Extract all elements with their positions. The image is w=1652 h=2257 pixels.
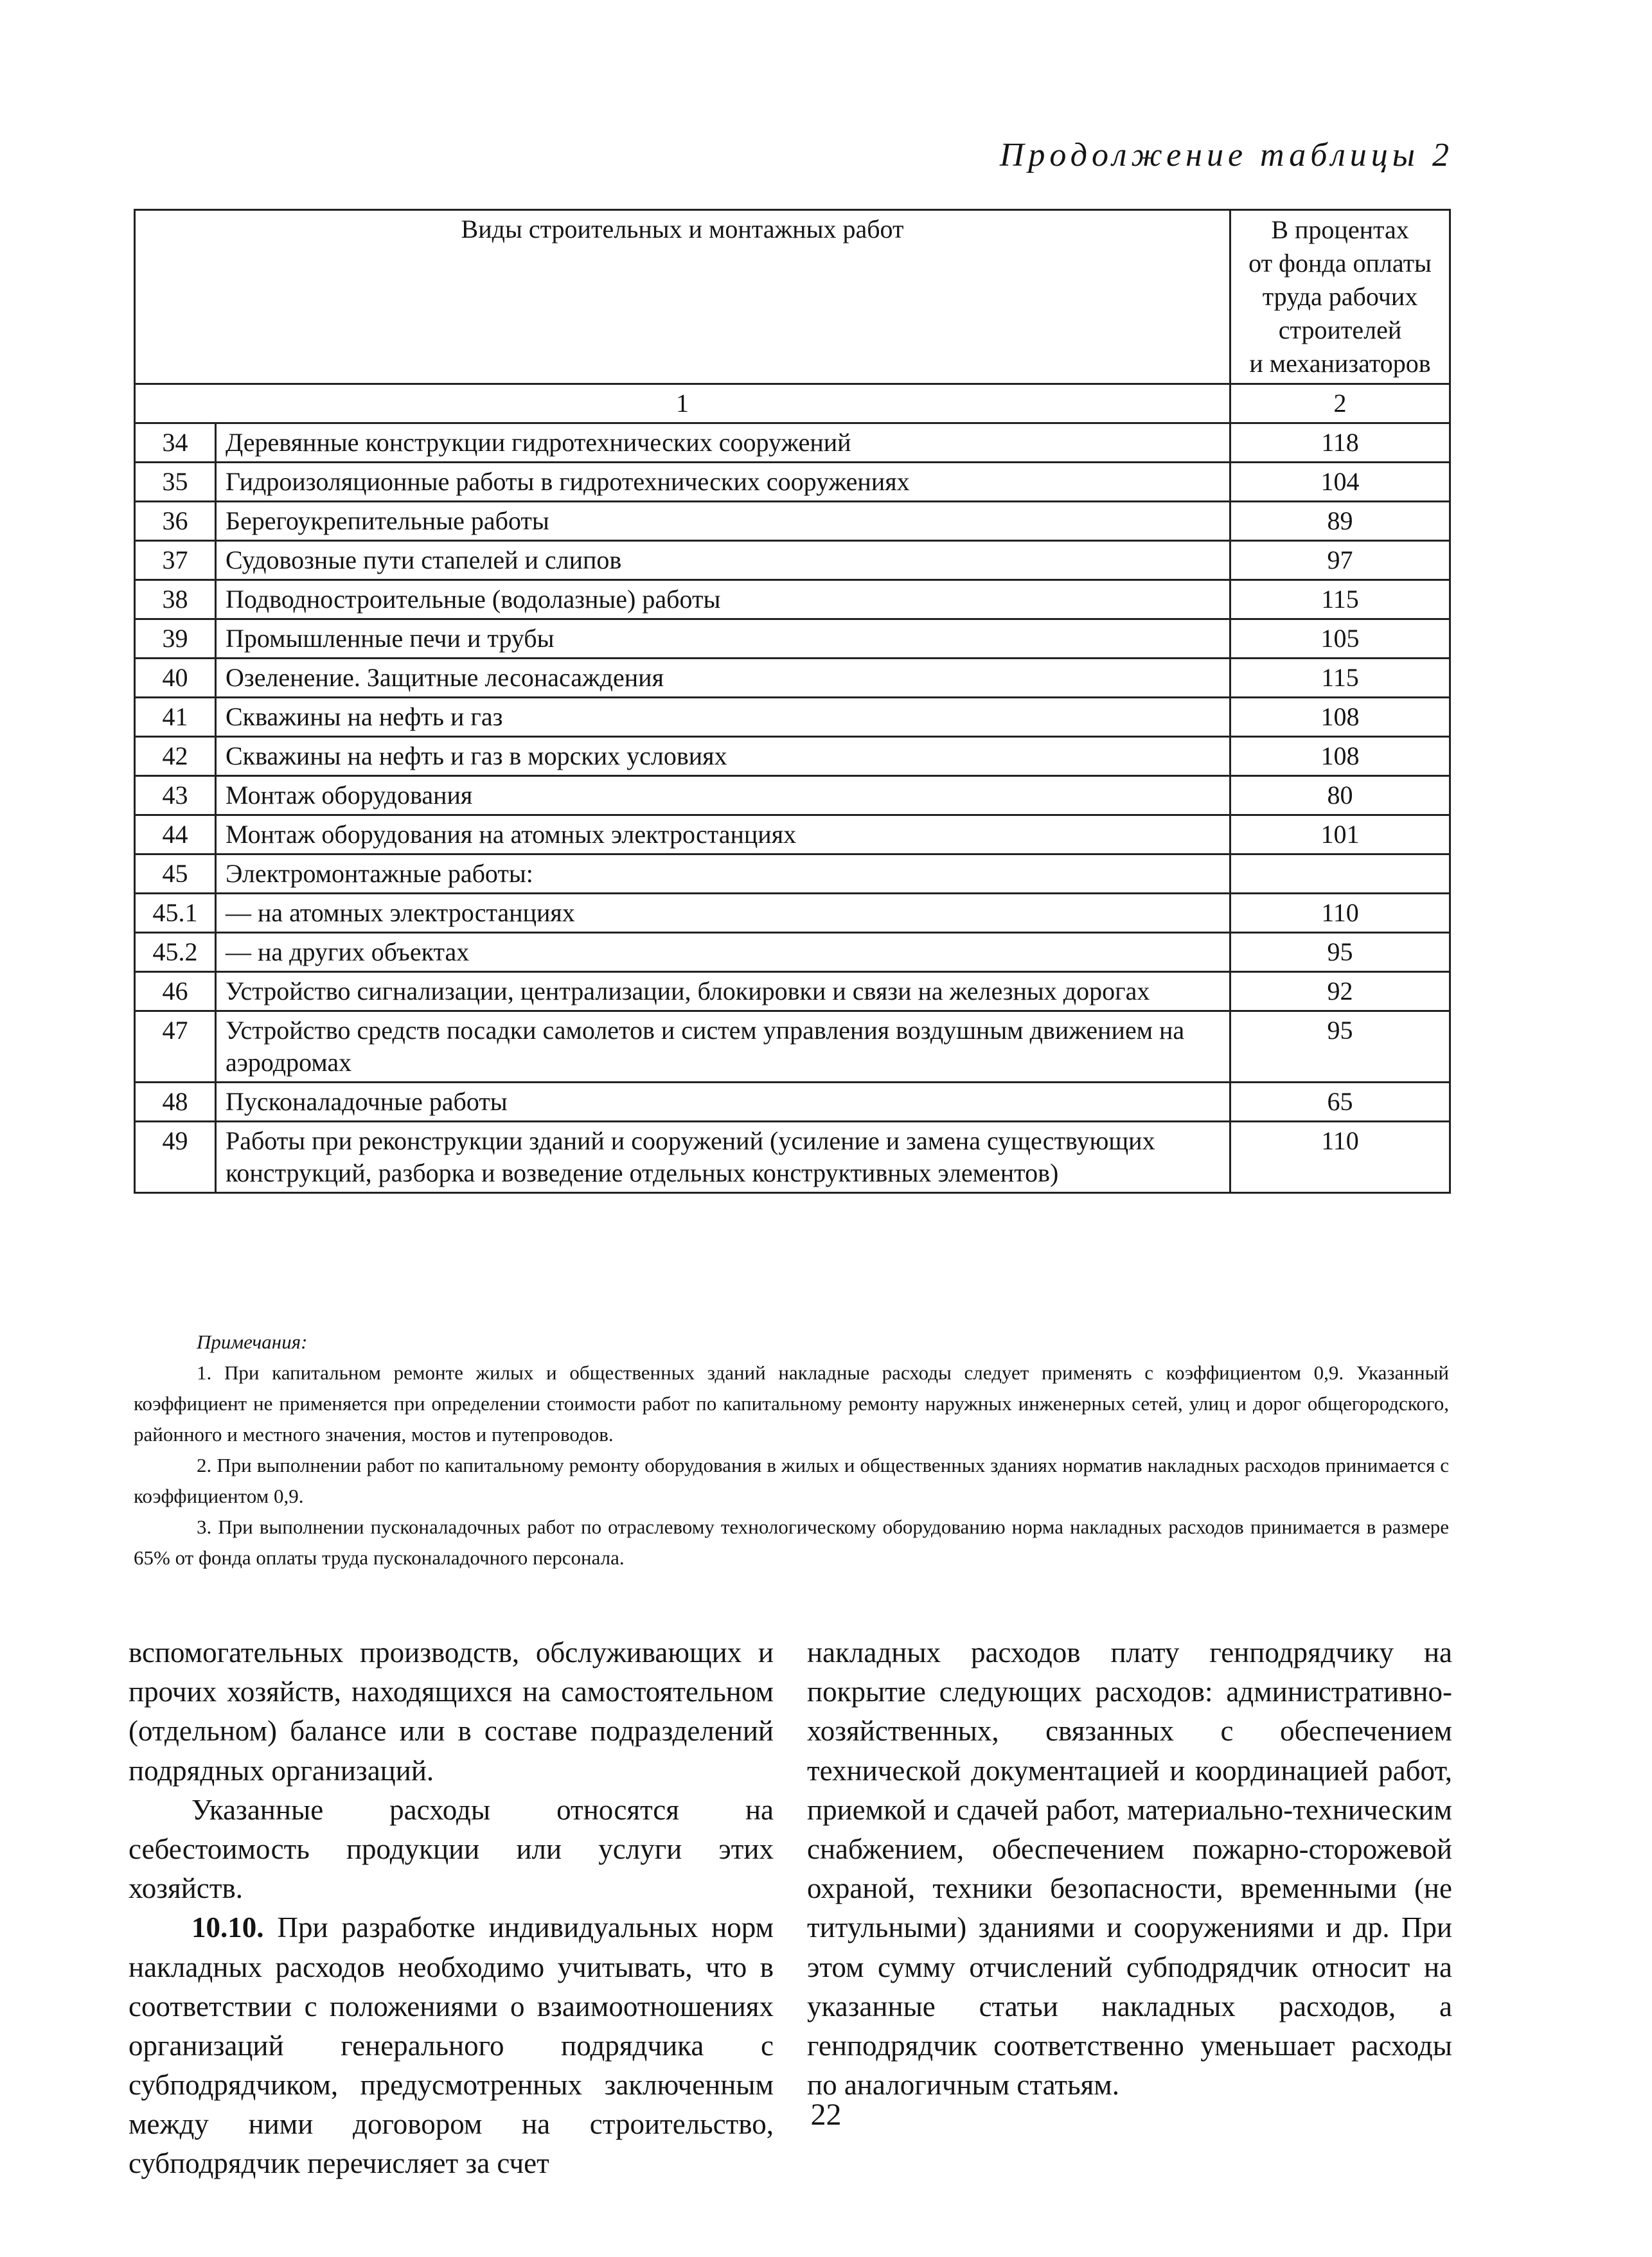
row-number: 37 <box>135 541 216 580</box>
table-row <box>135 698 1450 737</box>
body-paragraph: Указанные расходы относятся на себестоимость продукции или услуги этих хозяйств. <box>129 1793 774 1905</box>
row-percent-value: 101 <box>1230 815 1450 854</box>
row-percent-value: 95 <box>1230 933 1450 972</box>
note-item: 3. При выполнении пусконаладочных работ по отраслевому технологическому оборудованию норма накладных расходов принимается в размере 65% от фонда оплаты труда пусконаладочного персонала. <box>134 1516 1449 1570</box>
table-row <box>135 423 1450 463</box>
row-work-type: Устройство сигнализации, централизации, блокировки и связи на железных дорогах <box>216 972 1230 1011</box>
row-percent-value: 105 <box>1230 619 1450 659</box>
table-row <box>135 659 1450 698</box>
note-item: 1. При капитальном ремонте жилых и общественных зданий накладные расходы следует применять с коэффициентом 0,9. Указанный коэффициент не применяется при определении стоимости работ по капитальному ремонту наружных инженерных сетей, улиц и дорог общегородского, районного и местного значения, мостов и путепроводов. <box>134 1361 1449 1446</box>
row-percent-value: 65 <box>1230 1083 1450 1122</box>
row-number: 34 <box>135 423 216 463</box>
table-row <box>135 580 1450 619</box>
header-percent-column <box>1230 210 1450 384</box>
row-number: 39 <box>135 619 216 659</box>
row-work-type: Пусконаладочные работы <box>216 1083 1230 1122</box>
table-caption: Продолжение таблицы 2 <box>999 137 1453 173</box>
row-percent-value: 110 <box>1230 1122 1450 1193</box>
row-number: 40 <box>135 659 216 698</box>
table-header-row <box>135 210 1450 384</box>
table-row <box>135 815 1450 854</box>
row-percent-value: 108 <box>1230 737 1450 776</box>
row-work-type: Скважины на нефть и газ в морских условиях <box>216 737 1230 776</box>
header-line: строителей <box>1278 315 1402 344</box>
row-work-type: Промышленные печи и трубы <box>216 619 1230 659</box>
row-number: 41 <box>135 698 216 737</box>
row-work-type: Монтаж оборудования на атомных электростанциях <box>216 815 1230 854</box>
header-work-types: Виды строительных и монтажных работ <box>135 210 1230 384</box>
page-number: 22 <box>810 2098 842 2132</box>
row-percent-value: 118 <box>1230 423 1450 463</box>
row-work-type: — на атомных электростанциях <box>216 894 1230 933</box>
overhead-rates-table <box>134 209 1451 1194</box>
row-work-type: Монтаж оборудования <box>216 776 1230 815</box>
table-row <box>135 737 1450 776</box>
body-paragraph: вспомогательных производств, обслуживающих и прочих хозяйств, находящихся на самостоятельном (отдельном) балансе или в составе подразделений подрядных организаций. <box>129 1636 774 1787</box>
table-row <box>135 776 1450 815</box>
row-work-type: Устройство средств посадки самолетов и систем управления воздушным движением на аэродромах <box>216 1011 1230 1083</box>
paragraph-text: При разработке индивидуальных норм накладных расходов необходимо учитывать, что в соответствии с положениями о взаимоотношениях организаций генерального подрядчика с субподрядчиком, предусмотренных заключенным между ними договором на строительство, субподрядчик перечисляет за счет <box>129 1911 774 2180</box>
row-percent-value: 108 <box>1230 698 1450 737</box>
row-percent-value: 115 <box>1230 580 1450 619</box>
row-work-type: Электромонтажные работы: <box>216 854 1230 894</box>
table-row <box>135 1011 1450 1083</box>
row-number: 36 <box>135 502 216 541</box>
row-percent-value: 92 <box>1230 972 1450 1011</box>
row-percent-value: 95 <box>1230 1011 1450 1083</box>
row-work-type: Работы при реконструкции зданий и сооружений (усиление и замена существующих конструкций, разборка и возведение отдельных конструктивных элементов) <box>216 1122 1230 1193</box>
row-percent-value: 115 <box>1230 659 1450 698</box>
row-work-type: Деревянные конструкции гидротехнических сооружений <box>216 423 1230 463</box>
row-number: 45.1 <box>135 894 216 933</box>
row-number: 43 <box>135 776 216 815</box>
row-percent-value: 89 <box>1230 502 1450 541</box>
header-line: от фонда оплаты <box>1248 249 1432 278</box>
body-column-right <box>807 1633 1452 2105</box>
row-number: 48 <box>135 1083 216 1122</box>
row-number: 42 <box>135 737 216 776</box>
column-index-2: 2 <box>1230 384 1450 423</box>
row-number: 46 <box>135 972 216 1011</box>
table-row <box>135 619 1450 659</box>
row-number: 45 <box>135 854 216 894</box>
table-row <box>135 894 1450 933</box>
notes-title: Примечания: <box>197 1331 308 1353</box>
column-index-row <box>135 384 1450 423</box>
body-paragraph: накладных расходов плату генподрядчику на покрытие следующих расходов: административно-хозяйственных, связанных с обеспечением технической документацией и координацией работ, приемкой и сдачей работ, материально-техническим снабжением, обеспечением пожарно-сторожевой охраной, техники безопасности, временными (не титульными) зданиями и сооружениями и др. При этом сумму отчислений субподрядчик относит на указанные статьи накладных расходов, а генподрядчик соответственно уменьшает расходы по аналогичным статьям. <box>807 1636 1452 2102</box>
row-work-type: Берегоукрепительные работы <box>216 502 1230 541</box>
header-line: и механизаторов <box>1249 349 1431 378</box>
row-number: 45.2 <box>135 933 216 972</box>
table-row <box>135 463 1450 502</box>
row-number: 49 <box>135 1122 216 1193</box>
notes-section <box>134 1327 1449 1573</box>
table-row <box>135 1122 1450 1193</box>
row-number: 38 <box>135 580 216 619</box>
row-number: 47 <box>135 1011 216 1083</box>
column-index-1: 1 <box>135 384 1230 423</box>
row-percent-value: 97 <box>1230 541 1450 580</box>
row-work-type: Подводностроительные (водолазные) работы <box>216 580 1230 619</box>
row-number: 35 <box>135 463 216 502</box>
row-work-type: Скважины на нефть и газ <box>216 698 1230 737</box>
row-work-type: — на других объектах <box>216 933 1230 972</box>
row-percent-value: 110 <box>1230 894 1450 933</box>
table-row <box>135 933 1450 972</box>
table-row <box>135 854 1450 894</box>
row-work-type: Гидроизоляционные работы в гидротехнических сооружениях <box>216 463 1230 502</box>
header-line: труда рабочих <box>1262 282 1418 311</box>
table-row <box>135 1083 1450 1122</box>
section-number: 10.10. <box>191 1911 264 1944</box>
row-percent-value <box>1230 854 1450 894</box>
body-paragraph <box>129 1908 774 2183</box>
row-percent-value: 80 <box>1230 776 1450 815</box>
table-body <box>135 423 1450 1193</box>
note-item: 2. При выполнении работ по капитальному ремонту оборудования в жилых и общественных зданиях норматив накладных расходов принимается с коэффициентом 0,9. <box>134 1454 1449 1508</box>
row-percent-value: 104 <box>1230 463 1450 502</box>
header-line: В процентах <box>1271 215 1409 244</box>
row-work-type: Озеленение. Защитные лесонасаждения <box>216 659 1230 698</box>
table-row <box>135 502 1450 541</box>
row-work-type: Судовозные пути стапелей и слипов <box>216 541 1230 580</box>
table-row <box>135 541 1450 580</box>
table-row <box>135 972 1450 1011</box>
row-number: 44 <box>135 815 216 854</box>
